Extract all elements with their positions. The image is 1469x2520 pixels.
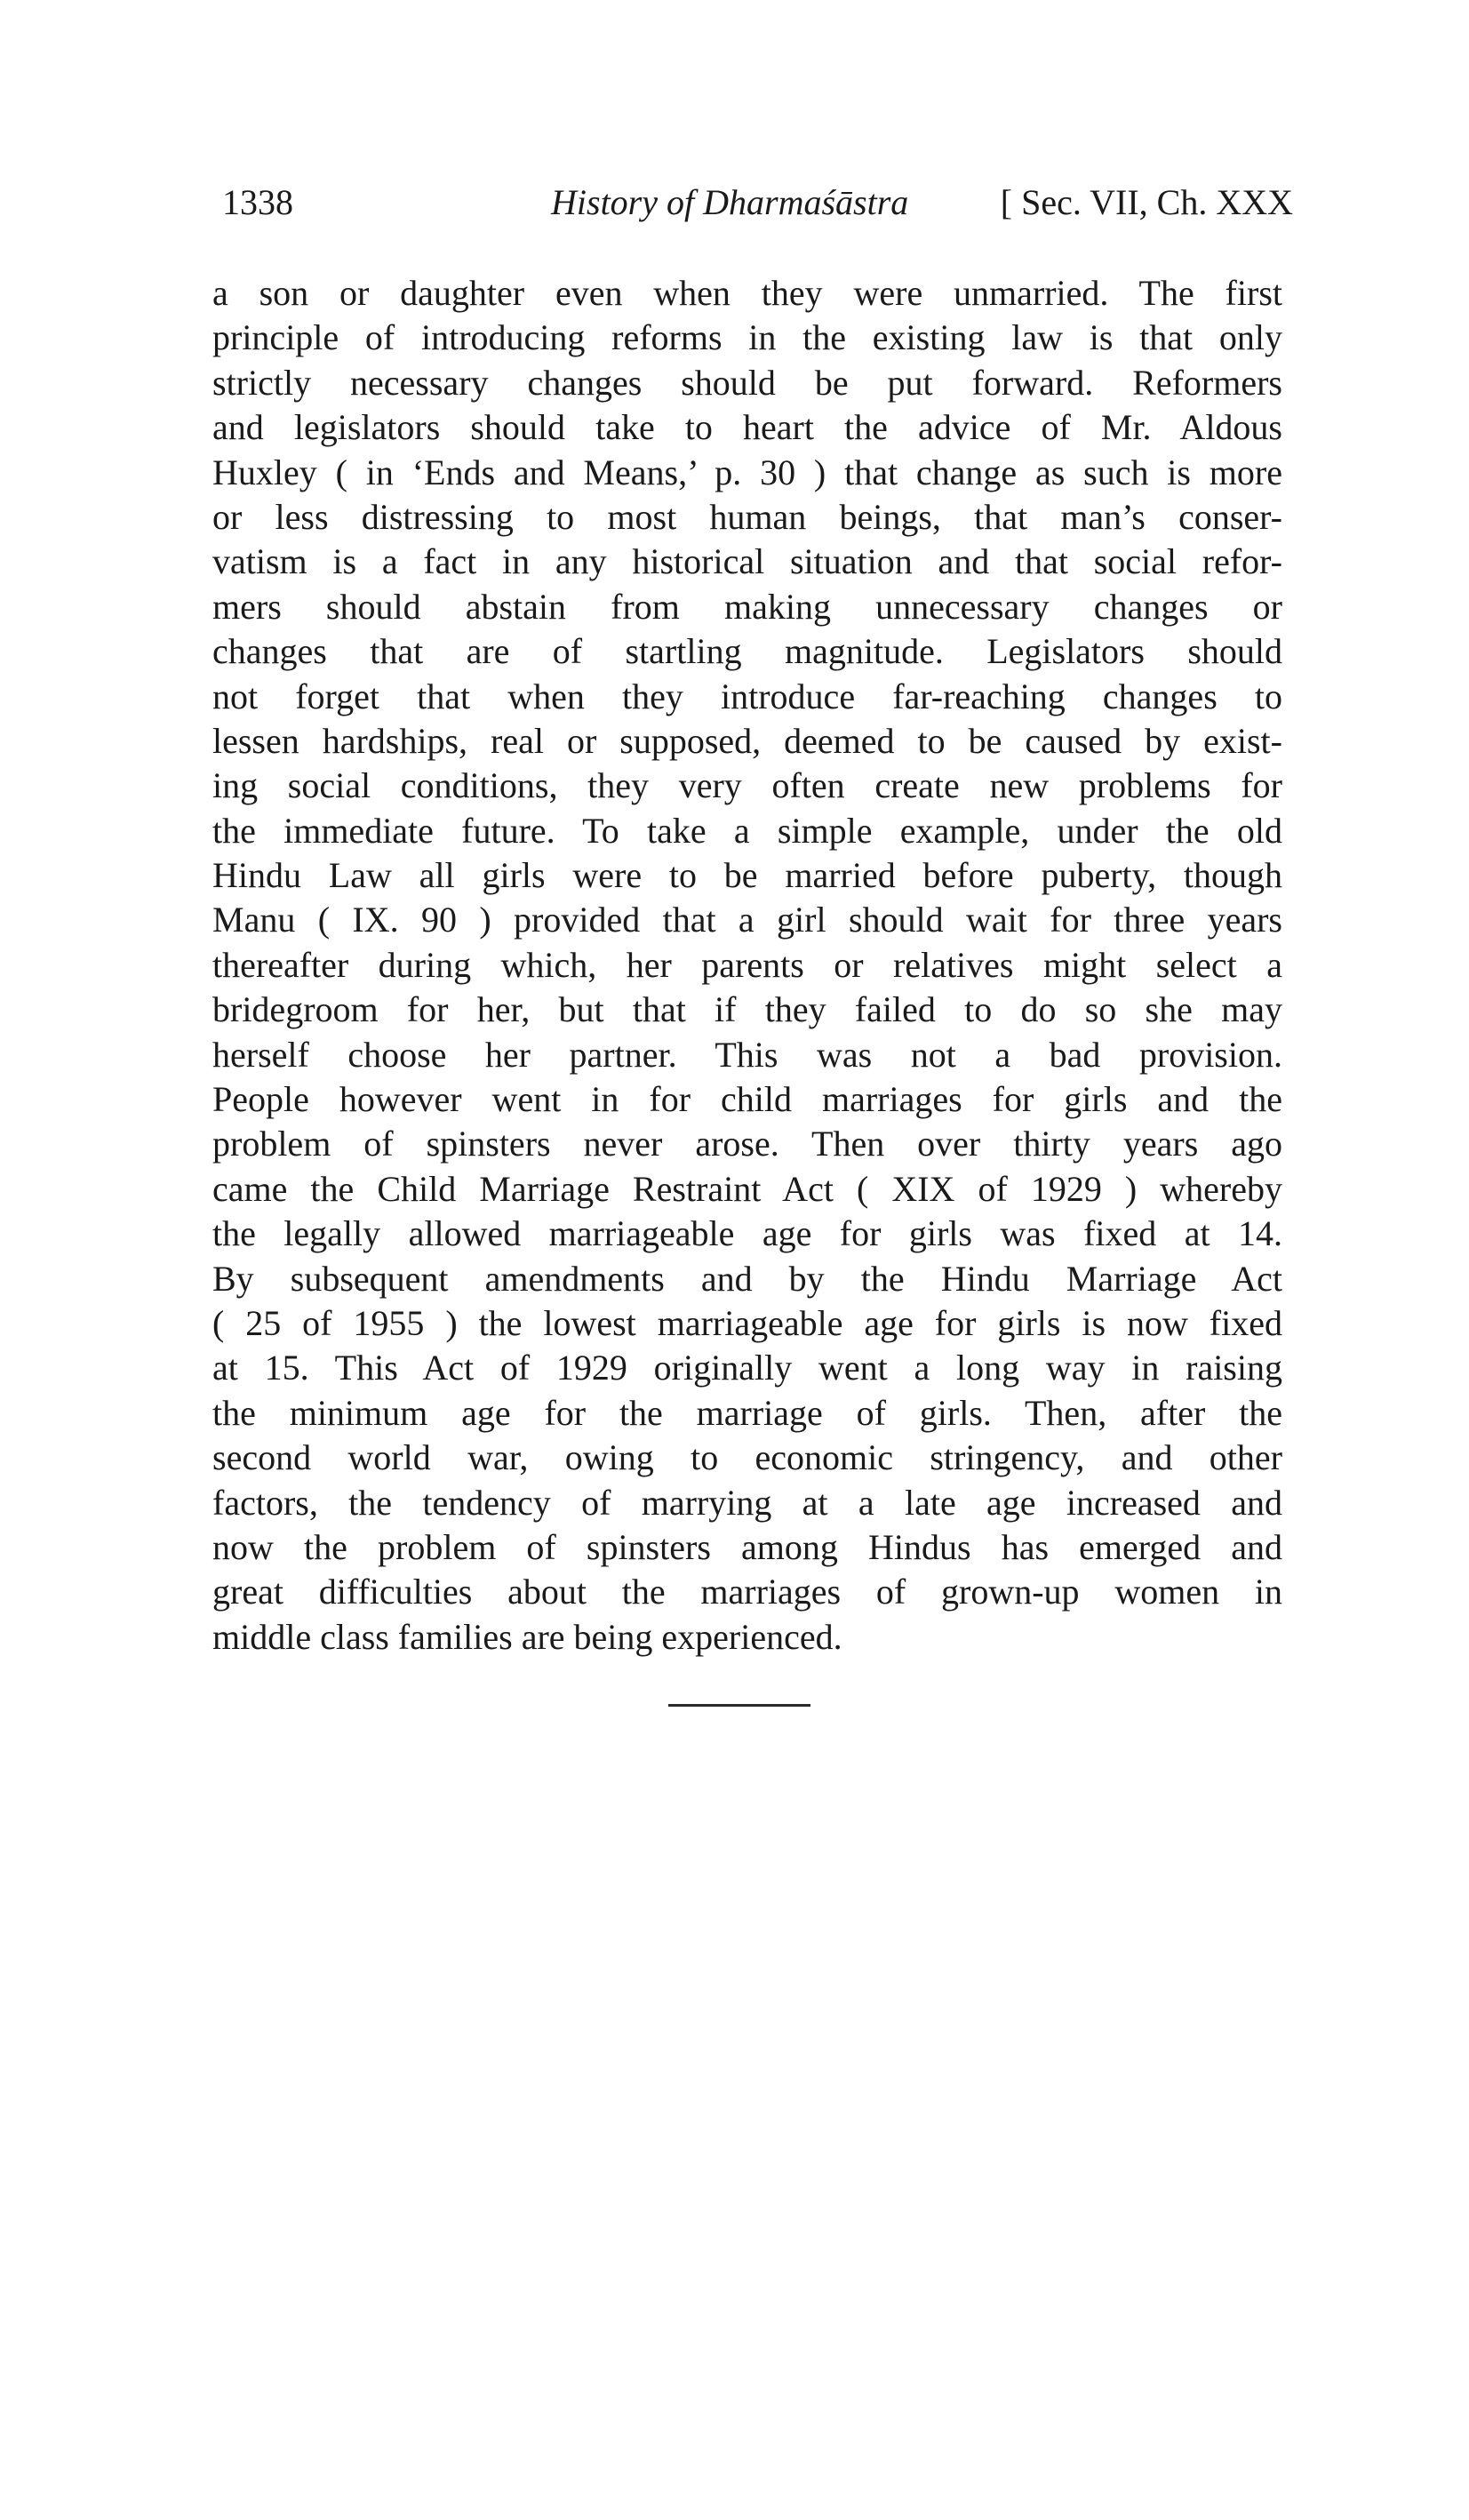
text-line: herself choose her partner. This was not a bad provision. — [212, 1034, 1282, 1075]
text-line: now the problem of spinsters among Hindus has emerged and — [212, 1526, 1282, 1567]
text-line: Huxley ( in ‘Ends and Means,’ p. 30 ) that change as such is more — [212, 452, 1282, 492]
body-paragraph — [212, 271, 1282, 1660]
text-line: People however went in for child marriages for girls and the — [212, 1079, 1282, 1120]
text-line: not forget that when they introduce far-reaching changes to — [212, 676, 1282, 716]
text-line: lessen hardships, real or supposed, deemed to be caused by exist- — [212, 720, 1282, 761]
text-line: mers should abstain from making unnecessary changes or — [212, 586, 1282, 627]
text-line: middle class families are being experienced. — [212, 1616, 842, 1657]
text-line: the minimum age for the marriage of girls. Then, after the — [212, 1392, 1282, 1433]
text-line: ing social conditions, they very often create new problems for — [212, 765, 1282, 806]
page-number: 1338 — [222, 182, 293, 222]
text-line: a son or daughter even when they were unmarried. The first — [212, 273, 1282, 313]
end-rule-divider — [668, 1704, 810, 1707]
text-line: vatism is a fact in any historical situation and that social refor- — [212, 541, 1282, 582]
book-title: History of Dharmaśāstra — [551, 182, 909, 222]
text-line: By subsequent amendments and by the Hindu Marriage Act — [212, 1258, 1282, 1299]
text-line: second world war, owing to economic stringency, and other — [212, 1437, 1282, 1478]
text-line: the immediate future. To take a simple example, under the old — [212, 810, 1282, 851]
text-line: and legislators should take to heart the advice of Mr. Aldous — [212, 407, 1282, 448]
text-line: at 15. This Act of 1929 originally went a long way in raising — [212, 1348, 1282, 1388]
section-chapter: [ Sec. VII, Ch. XXX — [1000, 182, 1293, 222]
text-line: principle of introducing reforms in the existing law is that only — [212, 317, 1282, 358]
text-line: changes that are of startling magnitude. Legislators should — [212, 631, 1282, 672]
text-line: strictly necessary changes should be put forward. Reformers — [212, 362, 1282, 403]
text-line: the legally allowed marriageable age for girls was fixed at 14. — [212, 1213, 1282, 1254]
text-line: bridegroom for her, but that if they failed to do so she may — [212, 989, 1282, 1030]
text-line: Hindu Law all girls were to be married before puberty, though — [212, 855, 1282, 896]
text-line: or less distressing to most human beings, that man’s conser- — [212, 496, 1282, 537]
running-header — [222, 176, 1293, 229]
text-line: ( 25 of 1955 ) the lowest marriageable age for girls is now fixed — [212, 1302, 1282, 1343]
text-line: problem of spinsters never arose. Then over thirty years ago — [212, 1124, 1282, 1164]
text-line: Manu ( IX. 90 ) provided that a girl should wait for three years — [212, 900, 1282, 940]
text-line: great difficulties about the marriages of grown-up women in — [212, 1572, 1282, 1612]
text-line: came the Child Marriage Restraint Act ( XIX of 1929 ) whereby — [212, 1168, 1282, 1209]
text-line: thereafter during which, her parents or relatives might select a — [212, 944, 1282, 985]
text-line: factors, the tendency of marrying at a late age increased and — [212, 1482, 1282, 1523]
